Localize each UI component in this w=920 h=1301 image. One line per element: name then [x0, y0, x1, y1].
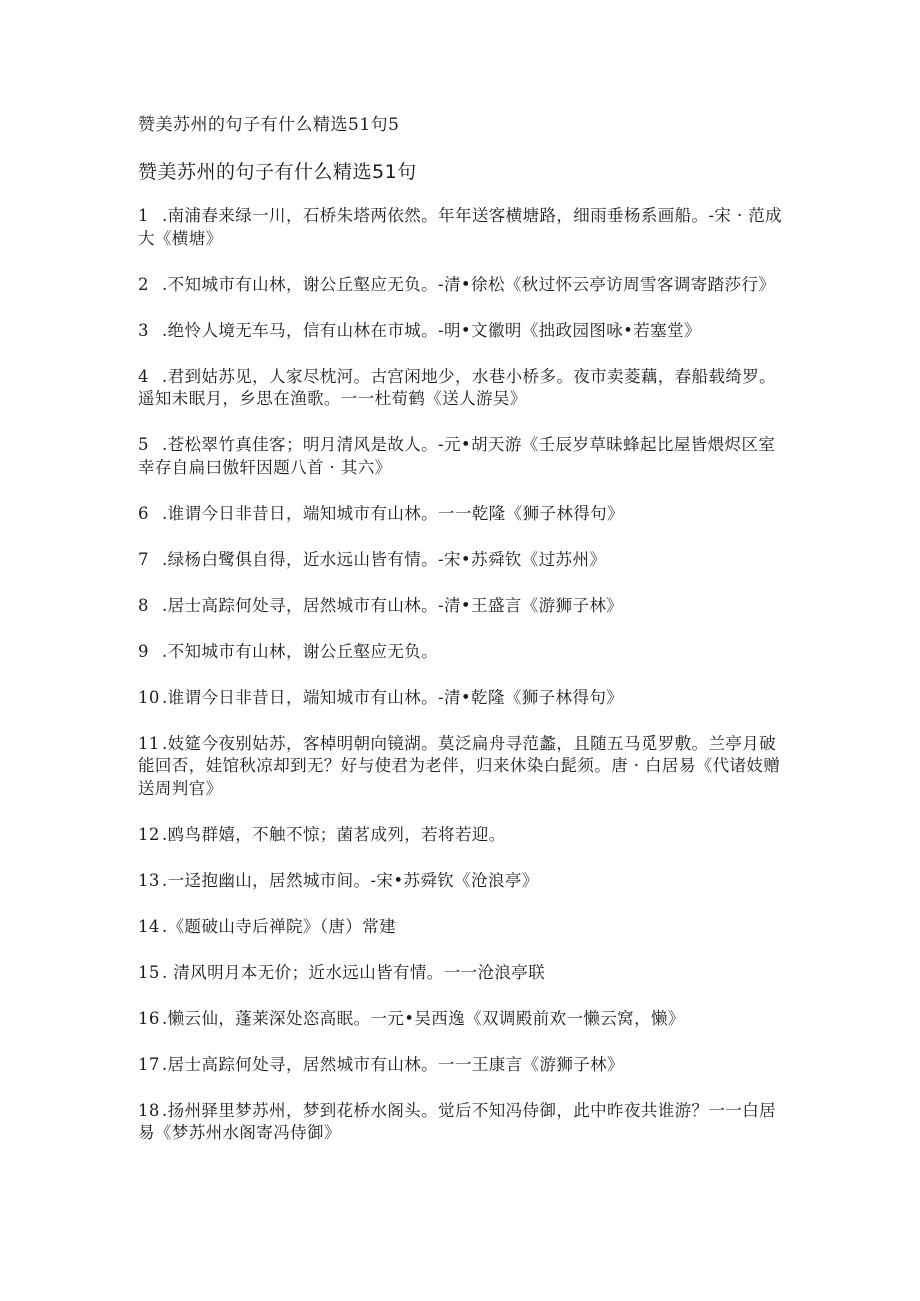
document-title: 赞美苏州的句子有什么精选51句	[138, 161, 417, 183]
quote-number: 11	[138, 733, 160, 753]
quote-text: .妓筵今夜别姑苏，客棹明朝向镜湖。莫泛扁舟寻范蠡，且随五马觅罗敷。兰亭月破能回否，娃馆秋凉却到无？好与使君为老伴，归来休染白髭须。唐 · 白居易《代诸妓赠送周判官》	[138, 733, 781, 798]
quote-number: 15	[138, 962, 160, 982]
quote-item	[138, 503, 788, 526]
quote-text: .君到姑苏见，人家尽枕河。古宫闲地少，水巷小桥多。夜市卖菱藕，春船载绮罗。遥知未眠月，乡思在渔歌。一一杜荀鹤《送人游吴》	[138, 366, 777, 408]
quote-number: 2	[138, 274, 149, 294]
quote-text: .《题破山寺后禅院》（唐）常建	[162, 916, 396, 936]
quote-item	[138, 916, 788, 939]
quote-number: 7	[138, 549, 149, 569]
quote-item	[138, 549, 788, 572]
quote-text: .苍松翠竹真佳客；明月清风是故人。-元•胡天游《壬辰岁草昧蜂起比屋皆煨烬区室幸存自扁曰傲轩因题八首 · 其六》	[138, 435, 776, 477]
quote-number: 17	[138, 1054, 160, 1074]
quote-item	[138, 205, 788, 250]
quote-text: .居士高踪何处寻，居然城市有山林。-清•王盛言《游狮子林》	[162, 595, 624, 615]
quote-text: .谁谓今日非昔日，端知城市有山林。一一乾隆《狮子林得句》	[162, 503, 624, 523]
quote-text: .谁谓今日非昔日，端知城市有山林。-清•乾隆《狮子林得句》	[162, 687, 624, 707]
quote-number: 18	[138, 1100, 160, 1120]
quote-number: 3	[138, 320, 149, 340]
quote-text: .绝怜人境无车马，信有山林在市城。-明•文徽明《拙政园图咏•若塞堂》	[162, 320, 701, 340]
quote-item	[138, 687, 788, 710]
quote-number: 9	[138, 641, 149, 661]
quote-text: .扬州驿里梦苏州，梦到花桥水阁头。觉后不知冯侍御，此中昨夜共谁游？一一白居易《梦苏州水阁寄冯侍御》	[138, 1100, 777, 1142]
quote-number: 5	[138, 435, 149, 454]
quote-number: 16	[138, 1008, 160, 1028]
quote-text: .绿杨白鹭俱自得，近水远山皆有情。-宋•苏舜钦《过苏州》	[162, 549, 607, 569]
quote-text: .懒云仙，蓬莱深处恣高眠。一元•吴西逸《双调殿前欢一懒云窝，懒》	[162, 1008, 685, 1028]
quote-item	[138, 274, 788, 297]
quote-text: .南浦春来绿一川，石桥朱塔两依然。年年送客横塘路，细雨垂杨系画船。-宋 · 范成大《横塘》	[138, 206, 783, 248]
quote-item	[138, 641, 788, 664]
document-page	[138, 112, 788, 1168]
quote-text: .鸥鸟群嬉，不触不惊；菌茗成列，若将若迎。	[162, 824, 506, 844]
quote-number: 10	[138, 687, 160, 707]
quote-item	[138, 870, 788, 893]
quote-text: .不知城市有山林，谢公丘壑应无负。	[162, 641, 439, 661]
quote-item	[138, 320, 788, 343]
quote-number: 1	[138, 206, 149, 225]
quote-item	[138, 824, 788, 847]
quote-item	[138, 962, 788, 985]
quote-number: 4	[138, 366, 149, 386]
quote-list	[138, 205, 788, 1145]
quote-number: 6	[138, 503, 149, 523]
quote-text: .不知城市有山林，谢公丘壑应无负。-清•徐松《秋过怀云亭访周雪客调寄踏莎行》	[162, 274, 776, 294]
quote-number: 14	[138, 916, 160, 936]
document-header: 赞美苏州的句子有什么精选51句5	[138, 115, 400, 135]
quote-item	[138, 1008, 788, 1031]
quote-item	[138, 434, 788, 479]
quote-item	[138, 595, 788, 618]
quote-item	[138, 1100, 788, 1145]
quote-item	[138, 733, 788, 801]
quote-item	[138, 1054, 788, 1077]
quote-text: .居士高踪何处寻，居然城市有山林。一一王康言《游狮子林》	[162, 1054, 624, 1074]
quote-number: 8	[138, 595, 149, 615]
quote-number: 13	[138, 870, 160, 890]
quote-text: .一迳抱幽山，居然城市间。-宋•苏舜钦《沧浪亭》	[162, 870, 539, 890]
quote-item	[138, 366, 788, 411]
quote-number: 12	[138, 824, 160, 844]
quote-text: . 清风明月本无价；近水远山皆有情。一一沧浪亭联	[162, 962, 546, 982]
